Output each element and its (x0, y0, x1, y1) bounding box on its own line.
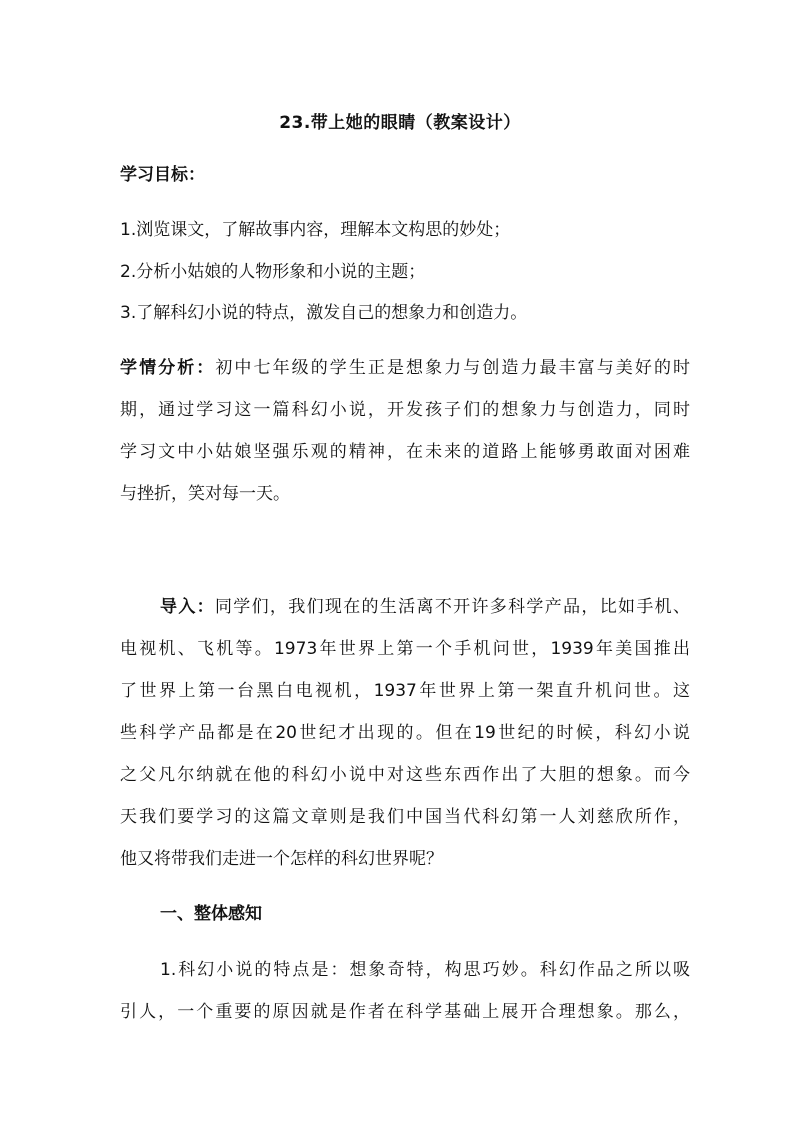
intro-text-1: 同学们，我们现在的生活离不开许多科学产品，比如手机、 (214, 597, 691, 617)
intro-label: 导入： (160, 597, 215, 617)
analysis-line-3: 学习文中小姑娘坚强乐观的精神，在未来的道路上能够勇敢面对困难 (120, 442, 690, 462)
analysis-line-4: 与挫折，笑对每一天。 (120, 484, 290, 504)
objective-item-1: 1.浏览课文，了解故事内容，理解本文构思的妙处； (120, 220, 511, 240)
analysis-line-2: 期，通过学习这一篇科幻小说，开发孩子们的想象力与创造力，同时 (120, 400, 690, 420)
intro-line-4: 些科学产品都是在20世纪才出现的。但在19世纪的时候，科幻小说 (120, 723, 690, 743)
analysis-label: 学情分析： (120, 358, 216, 378)
section1-line-1: 1.科幻小说的特点是：想象奇特，构思巧妙。科幻作品之所以吸 (160, 960, 690, 980)
objective-item-3: 3.了解科幻小说的特点，激发自己的想象力和创造力。 (120, 303, 528, 323)
analysis-line-1 (120, 358, 690, 378)
intro-line-3: 了世界上第一台黑白电视机，1937年世界上第一架直升机问世。这 (120, 681, 690, 701)
objective-item-2: 2.分析小姑娘的人物形象和小说的主题； (120, 262, 426, 282)
section1-heading: 一、整体感知 (160, 904, 262, 924)
intro-line-2: 电视机、飞机等。1973年世界上第一个手机问世，1939年美国推出 (120, 639, 690, 659)
intro-line-5: 之父凡尔纳就在他的科幻小说中对这些东西作出了大胆的想象。而今 (120, 765, 690, 785)
intro-line-7: 他又将带我们走进一个怎样的科幻世界呢？ (120, 849, 443, 869)
analysis-text-1: 初中七年级的学生正是想象力与创造力最丰富与美好的时 (215, 358, 691, 378)
intro-line-1 (160, 597, 690, 617)
document-title: 23.带上她的眼睛（教案设计） (279, 113, 521, 133)
objectives-heading: 学习目标： (120, 165, 205, 185)
section1-line-2: 引人，一个重要的原因就是作者在科学基础上展开合理想象。那么， (120, 1002, 690, 1022)
intro-line-6: 天我们要学习的这篇文章则是我们中国当代科幻第一人刘慈欣所作， (120, 807, 690, 827)
